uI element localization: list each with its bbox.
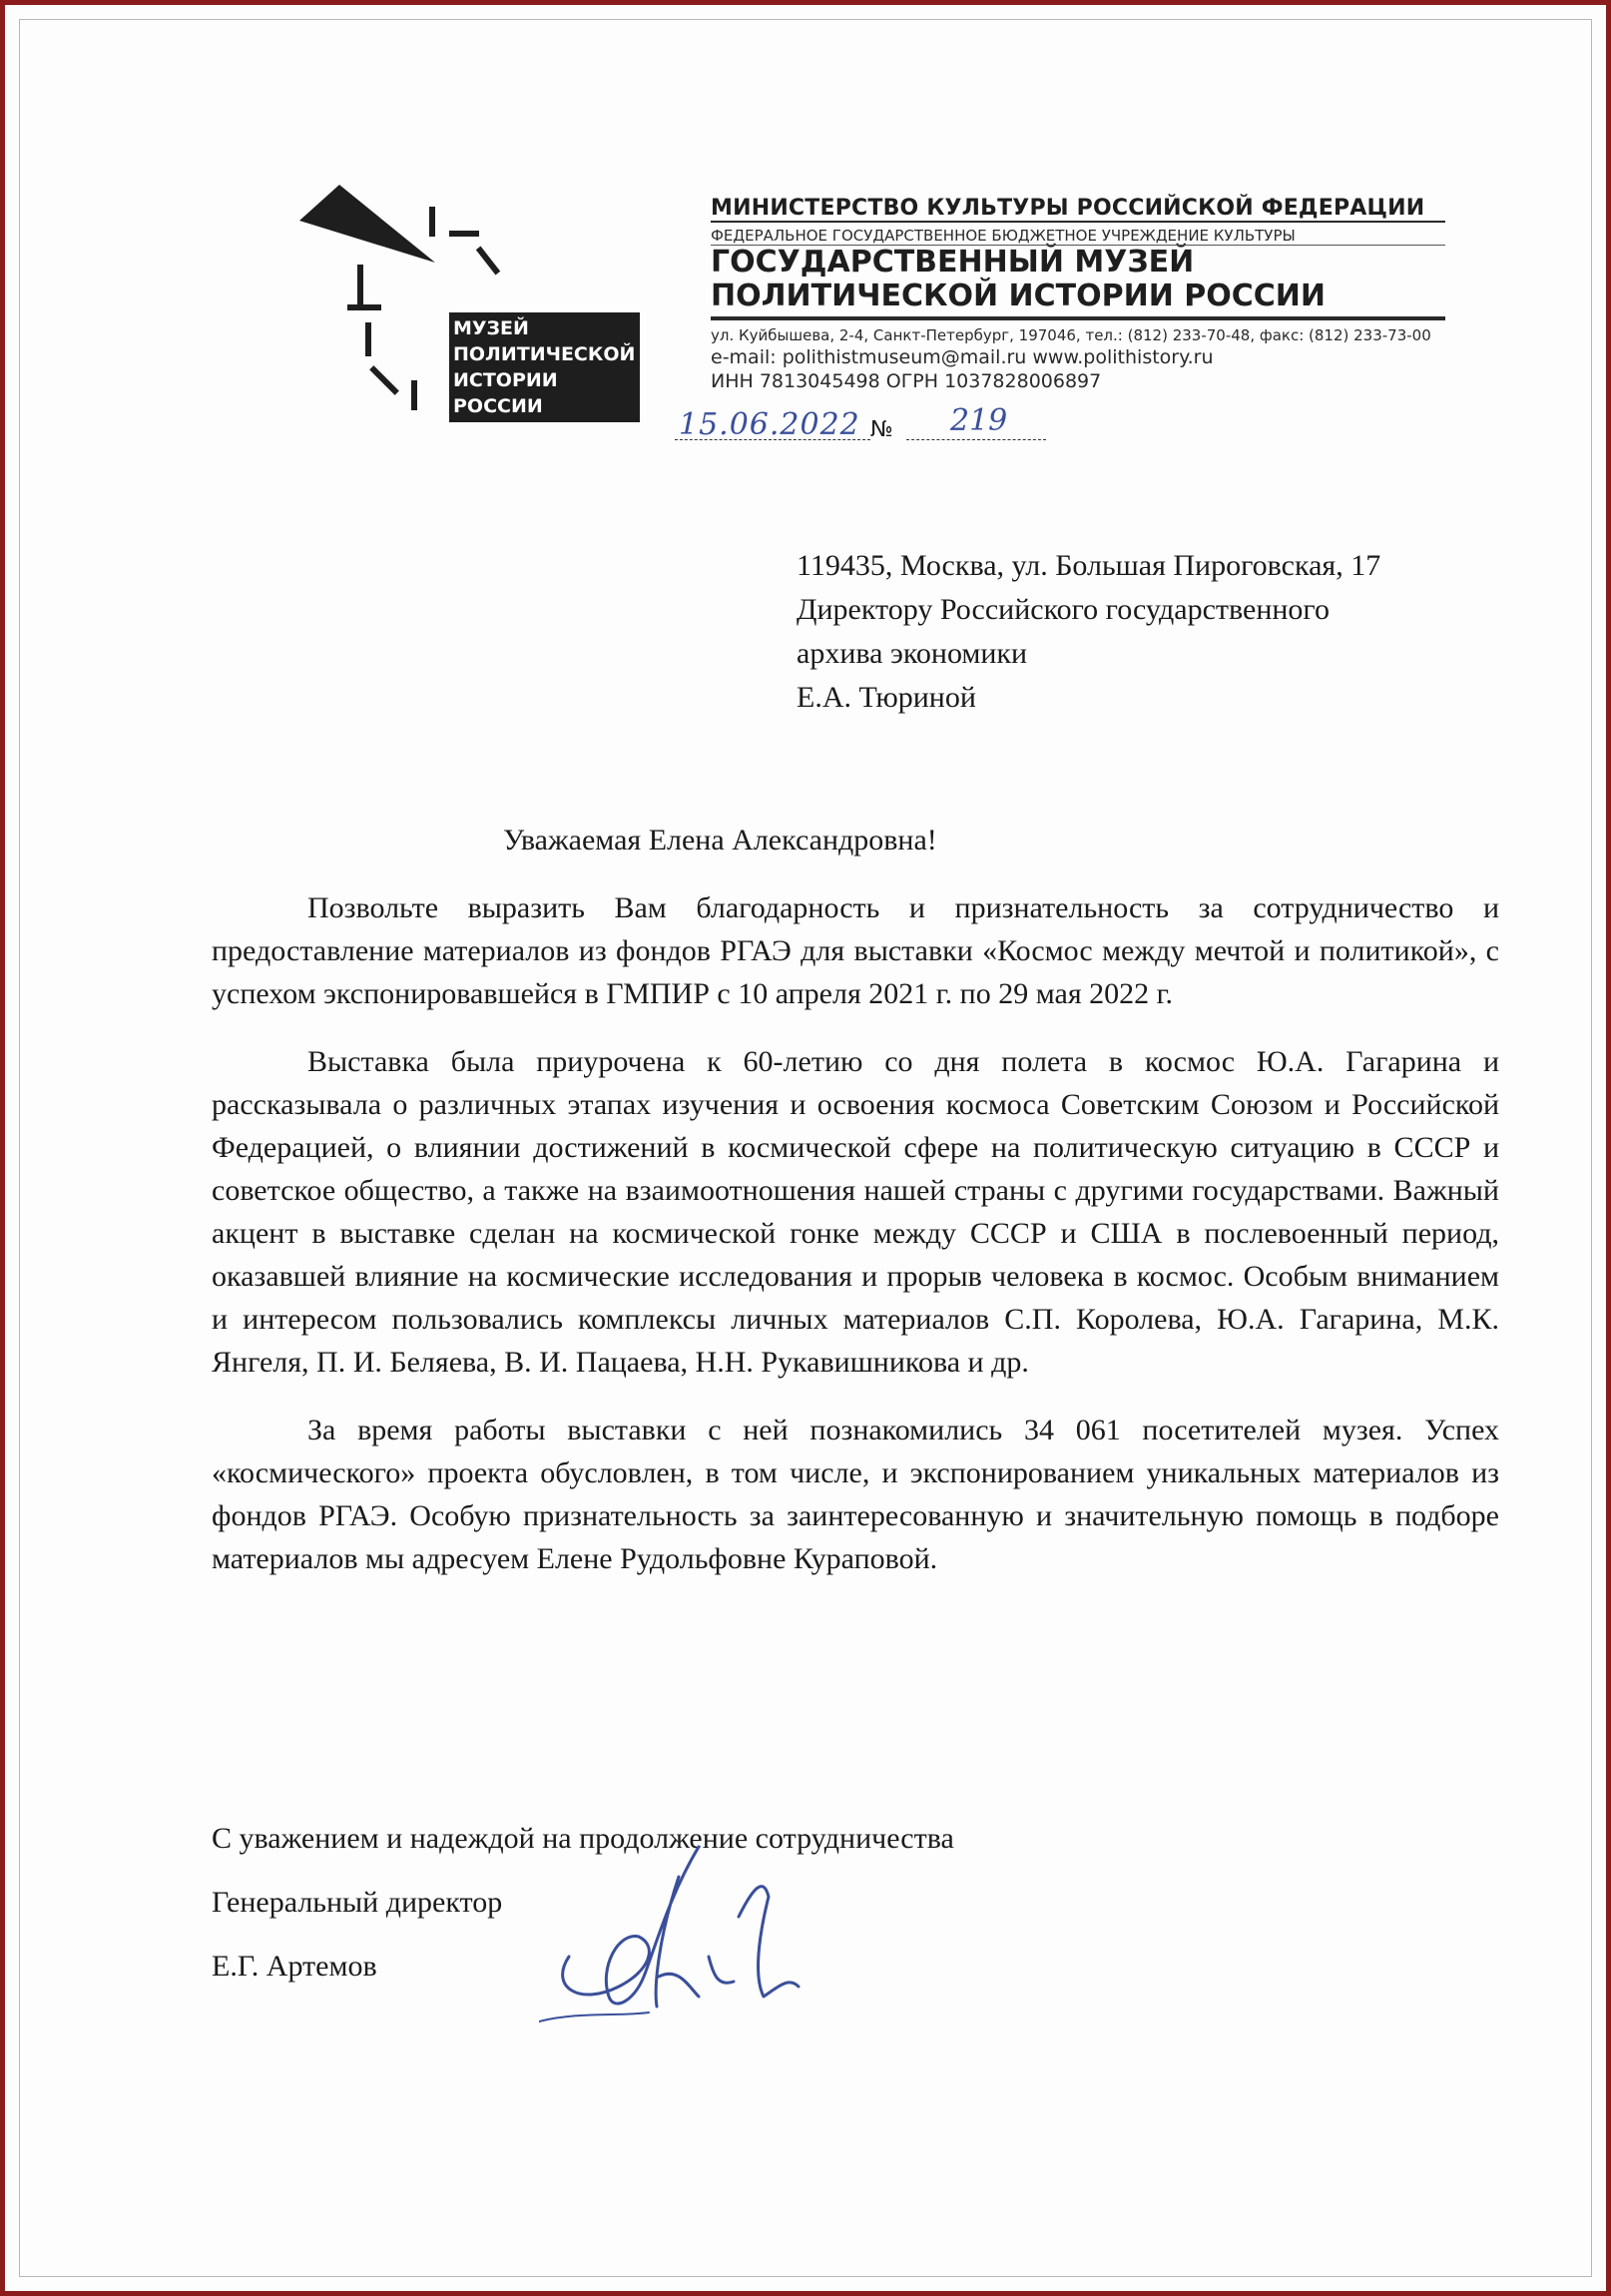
number-label: №: [870, 417, 893, 442]
signature: [539, 1837, 838, 2036]
addressee-line: архива экономики: [797, 637, 1028, 670]
logo-line: ПОЛИТИЧЕСКОЙ: [453, 343, 636, 365]
museum-name-line2: ПОЛИТИЧЕСКОЙ ИСТОРИИ РОССИИ: [711, 279, 1327, 313]
logo-line: МУЗЕЙ: [453, 317, 529, 339]
agency-type: ФЕДЕРАЛЬНОЕ ГОСУДАРСТВЕННОЕ БЮДЖЕТНОЕ УЧРЕЖДЕНИЕ КУЛЬТУРЫ: [711, 227, 1296, 245]
signatory-name: Е.Г. Артемов: [212, 1950, 377, 1983]
museum-address: ул. Куйбышева, 2-4, Санкт-Петербург, 197046, тел.: (812) 233-70-48, факс: (812) 233-73-00: [711, 326, 1431, 344]
signatory-position: Генеральный директор: [212, 1886, 503, 1919]
closing-regards: С уважением и надеждой на продолжение сотрудничества: [212, 1822, 954, 1855]
addressee-line: 119435, Москва, ул. Большая Пироговская, 17: [797, 549, 1381, 582]
letterhead: [711, 195, 1445, 393]
divider: [711, 221, 1445, 223]
museum-ids: ИНН 7813045498 ОГРН 1037828006897: [711, 370, 1102, 392]
registration-number: 219: [950, 403, 1008, 438]
logo-label: [449, 312, 640, 422]
addressee-line: Директору Российского государственного: [797, 593, 1330, 626]
divider: [711, 316, 1445, 320]
paragraph: Выставка была приурочена к 60-летию со дня полета в космос Ю.А. Гагарина и рассказывала о различных этапах изучения и освоения космоса Советским Союзом и Российской Федерацией, о влиянии достижений в космической сфере на политическую ситуацию в СССР и советское общество, а также на взаимоотношения нашей страны с другими государствами. Важный акцент в выставке сделан на космической гонке между СССР и США в послевоенный период, оказавшей влияние на космические исследования и прорыв человека в космос. Особым вниманием и интересом пользовались комплексы личных материалов С.П. Королева, Ю.А. Гагарина, М.К. Янгеля, П. И. Беляева, В. И. Пацаева, Н.Н. Рукавишникова и др.: [212, 1045, 1499, 1379]
logo-line: ИСТОРИИ: [453, 369, 558, 391]
registration-line: [675, 403, 1054, 447]
museum-contacts: e-mail: polithistmuseum@mail.ru www.polithistory.ru: [711, 346, 1214, 368]
addressee-block: [797, 544, 1380, 720]
signature-icon: [539, 1837, 838, 2036]
addressee-line: Е.А. Тюриной: [797, 681, 976, 714]
museum-name-line1: ГОСУДАРСТВЕННЫЙ МУЗЕЙ: [711, 245, 1195, 280]
paragraph: Позвольте выразить Вам благодарность и признательность за сотрудничество и предоставление материалов из фондов РГАЭ для выставки «Космос между мечтой и политикой», с успехом экспонировавшейся в ГМПИР с 10 апреля 2021 г. по 29 мая 2022 г.: [212, 891, 1499, 1010]
number-underline: [906, 439, 1046, 440]
greeting: Уважаемая Елена Александровна!: [503, 824, 937, 857]
letter-body: [212, 886, 1499, 1605]
registration-date: 15.06.2022: [679, 407, 860, 442]
date-underline: [675, 439, 870, 440]
divider: [711, 245, 1445, 246]
logo-line: РОССИИ: [453, 395, 543, 417]
paragraph: За время работы выставки с ней познакомились 34 061 посетителей музея. Успех «космического» проекта обусловлен, в том числе, и экспонированием уникальных материалов из фондов РГАЭ. Особую признательность за заинтересованную и значительную помощь в подборе материалов мы адресуем Елене Рудольфовне Кураповой.: [212, 1414, 1499, 1575]
museum-logo: [299, 185, 639, 424]
ministry-name: МИНИСТЕРСТВО КУЛЬТУРЫ РОССИЙСКОЙ ФЕДЕРАЦИИ: [711, 196, 1425, 221]
